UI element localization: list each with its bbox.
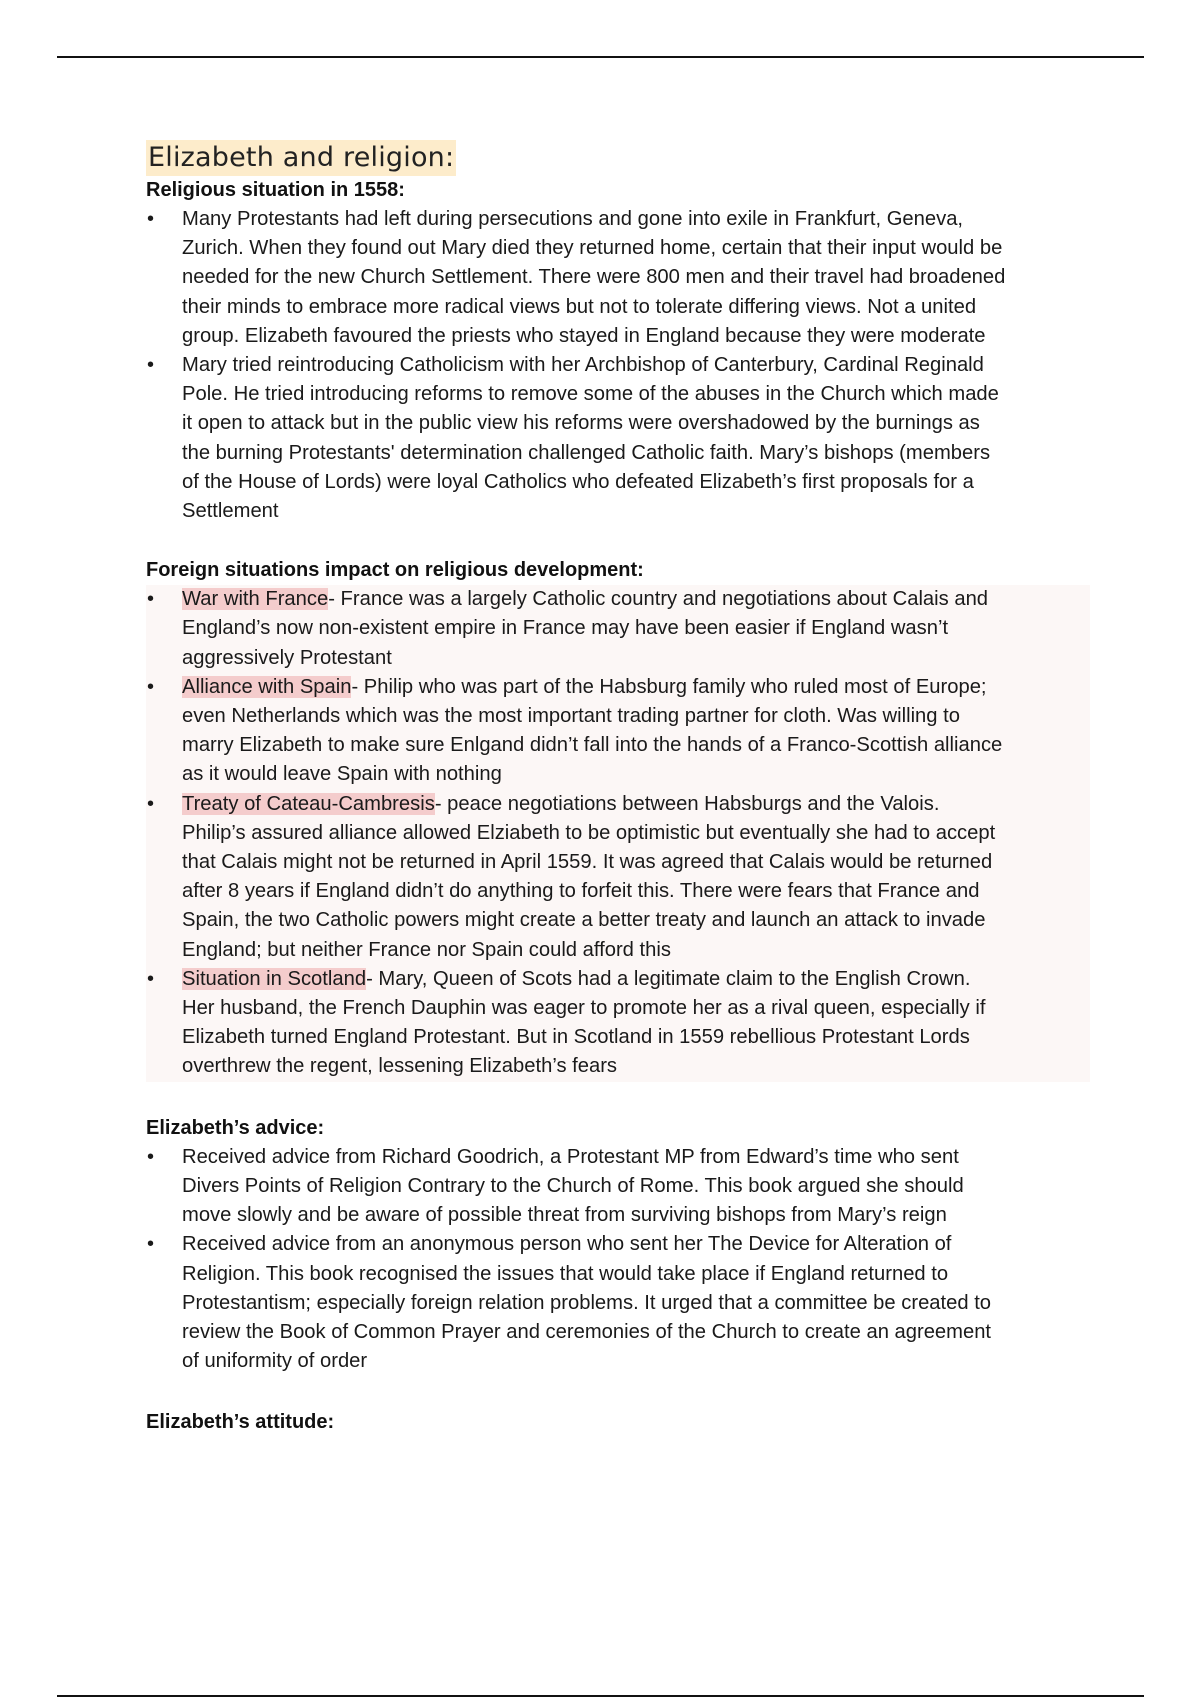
list-item: • War with France- France was a largely Catholic country and negotiations about Calais and England’s now non-existent empire in France may have been easier if England wasn’t aggressively Protestant bbox=[146, 585, 1090, 673]
list-item: • Received advice from Richard Goodrich, a Protestant MP from Edward’s time who sent Divers Points of Religion Contrary to the Church of Rome. This book argued she should move slowly and be aware of possible threat from surviving bishops from Mary’s reign bbox=[146, 1143, 1090, 1231]
footer-rule bbox=[57, 1695, 1144, 1697]
highlighted-term: Alliance with Spain bbox=[182, 675, 352, 698]
section-heading-advice: Elizabeth’s advice: bbox=[146, 1116, 325, 1139]
list-item: • Many Protestants had left during persecutions and gone into exile in Frankfurt, Geneva, Zurich. When they found out Mary died they returned home, certain that their input would be needed for the new Church Settlement. There were 800 men and their travel had broadened their minds to embrace more radical views but not to tolerate differing views. Not a united group. Elizabeth favoured the priests who stayed in England because they were moderate bbox=[146, 205, 1090, 351]
section-heading-attitude: Elizabeth’s attitude: bbox=[146, 1411, 335, 1434]
highlighted-term: War with France bbox=[182, 588, 329, 611]
list-item: • Mary tried reintroducing Catholicism with her Archbishop of Canterbury, Cardinal Reginald Pole. He tried introducing reforms to remove some of the abuses in the Church which made it open to attack but in the public view his reforms were overshadowed by the burnings as the burning Protestants' determination challenged Catholic faith. Mary’s bishops (members of the House of Lords) were loyal Catholics who defeated Elizabeth’s first proposals for a Settlement bbox=[146, 351, 1090, 526]
page-title: Elizabeth and religion: bbox=[146, 140, 456, 176]
bullet-list-advice bbox=[146, 1143, 1090, 1377]
list-item: • Situation in Scotland- Mary, Queen of Scots had a legitimate claim to the English Crown. Her husband, the French Dauphin was eager to promote her as a rival queen, especially if Elizabeth turned England Protestant. But in Scotland in 1559 rebellious Protestant Lords overthrew the regent, lessening Elizabeth’s fears bbox=[146, 965, 1090, 1082]
highlighted-term: Treaty of Cateau-Cambresis bbox=[182, 792, 435, 815]
list-item: • Alliance with Spain- Philip who was part of the Habsburg family who ruled most of Europe; even Netherlands which was the most important trading partner for cloth. Was willing to marry Elizabeth to make sure Enlgand didn’t fall into the hands of a Franco-Scottish alliance as it would leave Spain with nothing bbox=[146, 673, 1090, 790]
header-rule bbox=[57, 56, 1144, 58]
section-heading-religious-situation: Religious situation in 1558: bbox=[146, 179, 405, 201]
document-body bbox=[146, 140, 1090, 1437]
bullet-list-religious-situation bbox=[146, 205, 1090, 526]
section-heading-foreign-situations: Foreign situations impact on religious development: bbox=[146, 559, 644, 582]
bullet-list-foreign-situations bbox=[146, 585, 1090, 1081]
list-item: • Received advice from an anonymous person who sent her The Device for Alteration of Religion. This book recognised the issues that would take place if England returned to Protestantism; especially foreign relation problems. It urged that a committee be created to review the Book of Common Prayer and ceremonies of the Church to create an agreement of uniformity of order bbox=[146, 1230, 1090, 1376]
list-item: • Treaty of Cateau-Cambresis- peace negotiations between Habsburgs and the Valois. Philip’s assured alliance allowed Elziabeth to be optimistic but eventually she had to accept that Calais might not be returned in April 1559. It was agreed that Calais would be returned after 8 years if England didn’t do anything to forfeit this. There were fears that France and Spain, the two Catholic powers might create a better treaty and launch an attack to invade England; but neither France nor Spain could afford this bbox=[146, 790, 1090, 965]
highlighted-term: Situation in Scotland bbox=[182, 967, 367, 990]
